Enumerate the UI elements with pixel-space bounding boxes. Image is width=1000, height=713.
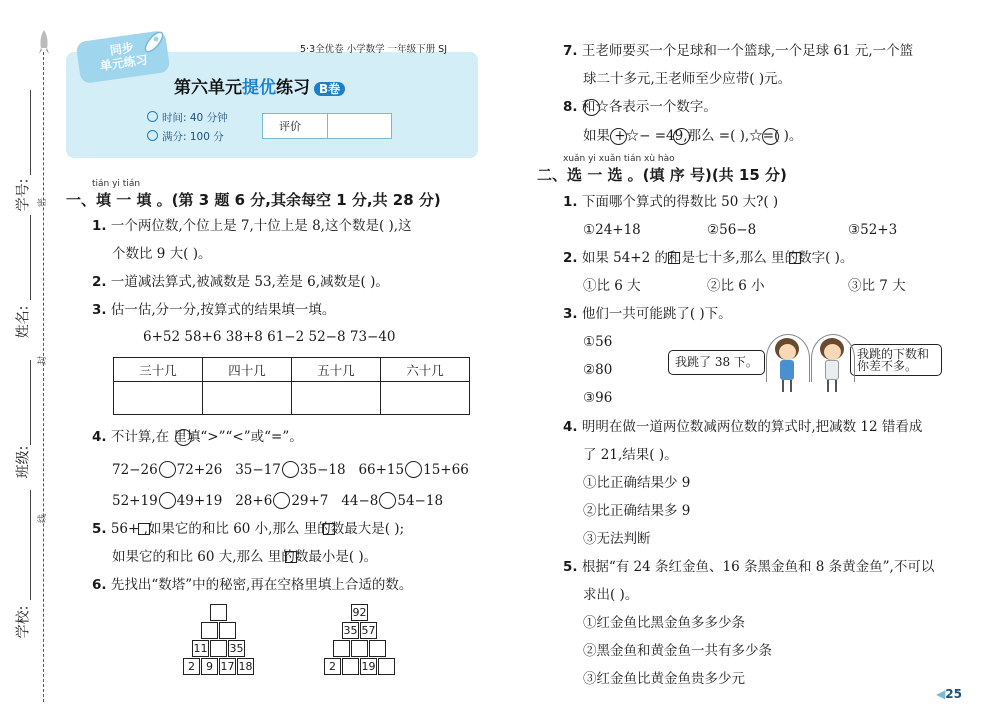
seal-mark-1: 密 <box>38 197 49 208</box>
compare-circle[interactable] <box>273 492 290 509</box>
classify-table <box>113 357 470 415</box>
id-field[interactable] <box>30 90 31 175</box>
table-header: 五十几 <box>292 358 381 382</box>
tower-cell[interactable] <box>219 622 236 639</box>
q5-line2: 如果它的和比 60 大,那么 里的数最小是( )。 <box>112 549 378 565</box>
q4-example-circle <box>175 429 192 446</box>
q8-circle <box>610 128 627 145</box>
version-badge: B卷 <box>314 82 345 96</box>
compare-circle[interactable] <box>405 461 422 478</box>
s2-q4-line1: 4. 明明在做一道两位数减两位数的算式时,把减数 12 错看成 <box>563 419 923 435</box>
q1-line2: 个数比 9 大( )。 <box>112 246 212 262</box>
s2-q2-box <box>668 252 680 264</box>
q8-circle <box>673 128 690 145</box>
s2-q5-option[interactable]: ①红金鱼比黑金鱼多多少条 <box>583 615 745 631</box>
tower-cell[interactable] <box>210 604 227 621</box>
q6: 6. 先找出“数塔”中的秘密,再在空格里填上合适的数。 <box>92 577 413 593</box>
table-header: 六十几 <box>381 358 470 382</box>
tower-cell: 57 <box>361 624 376 637</box>
clock-icon <box>147 111 158 122</box>
q1-line1: 1. 一个两位数,个位上是 7,十位上是 8,这个数是( ),这 <box>92 218 412 234</box>
school-label: 学校: <box>15 605 32 639</box>
tower-cell: 11 <box>193 642 208 655</box>
section1-title: 一、填 一 填 。(第 3 题 6 分,其余每空 1 分,共 28 分) <box>66 191 441 209</box>
section2-title: 二、选 一 选 。(填 序 号)(共 15 分) <box>537 166 787 184</box>
q3: 3. 估一估,分一分,按算式的结果填一填。 <box>92 302 336 318</box>
q8-line1: 8. 和☆各表示一个数字。 <box>563 99 717 115</box>
q2: 2. 一道减法算式,被减数是 53,差是 6,减数是( )。 <box>92 274 389 290</box>
table-answer-cell[interactable] <box>203 382 292 415</box>
q7-line1: 7. 王老师要买一个足球和一个篮球,一个足球 61 元,一个篮 <box>563 43 914 59</box>
q8-line2: 如果 +☆− =49,那么 =( ),☆=( )。 <box>583 128 803 144</box>
s2-q3-option[interactable]: ②80 <box>583 362 613 378</box>
q3-expressions: 6+52 58+6 38+8 61−2 52−8 73−40 <box>143 329 396 345</box>
tower-cell: 17 <box>220 660 235 673</box>
girl-body <box>825 360 839 380</box>
s2-q1-option[interactable]: ③52+3 <box>848 222 898 238</box>
name-field[interactable] <box>30 215 31 300</box>
badge-line-2: 单元练习 <box>99 52 149 74</box>
tower-cell: 92 <box>352 606 367 619</box>
rocket-badge-icon <box>140 28 168 56</box>
tower-cell[interactable] <box>333 640 350 657</box>
tower-cell[interactable] <box>351 640 368 657</box>
table-answer-cell[interactable] <box>292 382 381 415</box>
compare-circle[interactable] <box>159 461 176 478</box>
s2-q3-option[interactable]: ①56 <box>583 334 613 350</box>
q7-line2: 球二十多元,王老师至少应带( )元。 <box>583 71 792 87</box>
tower-cell[interactable] <box>369 640 386 657</box>
s2-q1-option[interactable]: ②56−8 <box>707 222 757 238</box>
s2-q4-line2: 了 21,结果( )。 <box>583 447 678 463</box>
score-info: 满分: 100 分 <box>147 130 224 143</box>
title-prefix: 第六单元 <box>174 78 242 98</box>
check-icon <box>147 130 158 141</box>
q8-circle <box>762 128 779 145</box>
seal-mark-2: 封 <box>38 355 49 366</box>
q5-line1: 5. 56+ ,如果它的和比 60 小,那么 里的数最大是( ); <box>92 521 405 537</box>
s2-q5-option[interactable]: ③红金鱼比黄金鱼贵多少元 <box>583 671 745 687</box>
q4-row1: 72−26 72+26 35−17 35−18 66+15 15+66 <box>112 462 469 478</box>
q4: 4. 不计算,在 里填“>”“<”或“=”。 <box>92 429 303 445</box>
tower-cell: 35 <box>343 624 358 637</box>
s2-q2-box <box>789 252 801 264</box>
tower-cell: 2 <box>183 658 200 675</box>
seal-mark-3: 线 <box>38 513 49 524</box>
s2-q5-option[interactable]: ②黑金鱼和黄金鱼一共有多少条 <box>583 643 772 659</box>
boy-face <box>779 344 796 360</box>
tower-cell: 18 <box>238 660 253 673</box>
page-title <box>174 80 345 97</box>
page-number: ◀25 <box>936 687 962 701</box>
tower-cell: 2 <box>324 658 341 675</box>
boy-body <box>780 360 794 380</box>
binding-dashed-line <box>43 52 44 702</box>
s2-q2-option[interactable]: ①比 6 大 <box>583 278 641 294</box>
s2-q4-option[interactable]: ③无法判断 <box>583 531 651 547</box>
s2-q1-option[interactable]: ①24+18 <box>583 222 641 238</box>
tower-cell[interactable] <box>342 658 359 675</box>
s2-q5-line2: 求出( )。 <box>583 587 639 603</box>
id-label: 学号: <box>15 178 32 212</box>
s2-q1: 1. 下面哪个算式的得数比 50 大?( ) <box>563 194 779 210</box>
q5-box[interactable] <box>138 523 150 535</box>
school-field[interactable] <box>30 490 31 600</box>
s2-q3-option[interactable]: ③96 <box>583 390 613 406</box>
s2-q2-option[interactable]: ③比 7 大 <box>848 278 906 294</box>
badge-line-1: 同步 <box>109 40 135 58</box>
table-header: 四十几 <box>203 358 292 382</box>
s2-q3: 3. 他们一共可能跳了( )下。 <box>563 306 732 322</box>
s2-q4-option[interactable]: ②比正确结果多 9 <box>583 503 691 519</box>
q5-box[interactable] <box>323 523 335 535</box>
s2-q5-line1: 5. 根据“有 24 条红金鱼、16 条黑金鱼和 8 条黄金鱼”,不可以 <box>563 559 935 575</box>
title-suffix: 练习 <box>276 78 310 98</box>
table-header: 三十几 <box>114 358 203 382</box>
evaluation-label: 评价 <box>279 120 301 133</box>
time-info: 时间: 40 分钟 <box>147 111 228 124</box>
table-answer-cell[interactable] <box>114 382 203 415</box>
evaluation-box[interactable] <box>262 113 392 139</box>
tower-cell: 9 <box>201 658 218 675</box>
class-field[interactable] <box>30 360 31 445</box>
q5-box[interactable] <box>285 551 297 563</box>
tower-cell: 35 <box>229 642 244 655</box>
class-label: 班级: <box>15 445 32 479</box>
s2-q4-option[interactable]: ①比正确结果少 9 <box>583 475 691 491</box>
speech-bubble-1: 我跳了 38 下。 <box>668 350 765 375</box>
series-meta: 5·3全优卷 小学数学 一年级下册 SJ <box>300 44 447 55</box>
tower-cell: 19 <box>361 660 376 673</box>
q8-circle <box>583 99 600 116</box>
boy-legs <box>782 380 792 392</box>
title-accent: 提优 <box>242 78 276 98</box>
girl-face <box>824 344 841 360</box>
section2-pinyin: xuǎn yi xuǎn tián xù hào <box>563 154 675 164</box>
s2-q2: 2. 如果 54+2 的和是七十多,那么 里的数字( )。 <box>563 250 854 266</box>
compare-circle[interactable] <box>379 492 396 509</box>
tower-cell[interactable] <box>201 622 218 639</box>
s2-q2-option[interactable]: ②比 6 小 <box>707 278 765 294</box>
compare-circle[interactable] <box>159 492 176 509</box>
compare-circle[interactable] <box>282 461 299 478</box>
name-label: 姓名: <box>15 305 32 339</box>
speech-bubble-2: 我跳的下数和 你差不多。 <box>850 344 942 376</box>
rocket-icon <box>38 30 50 56</box>
table-answer-cell[interactable] <box>381 382 470 415</box>
evaluation-divider <box>327 114 328 138</box>
tower-cell[interactable] <box>210 640 227 657</box>
page-arrow-icon: ◀ <box>936 687 946 701</box>
girl-legs <box>827 380 837 392</box>
section1-pinyin: tián yi tián <box>92 179 141 189</box>
tower-cell[interactable] <box>378 658 395 675</box>
q4-row2: 52+19 49+19 28+6 29+7 44−8 54−18 <box>112 493 444 509</box>
